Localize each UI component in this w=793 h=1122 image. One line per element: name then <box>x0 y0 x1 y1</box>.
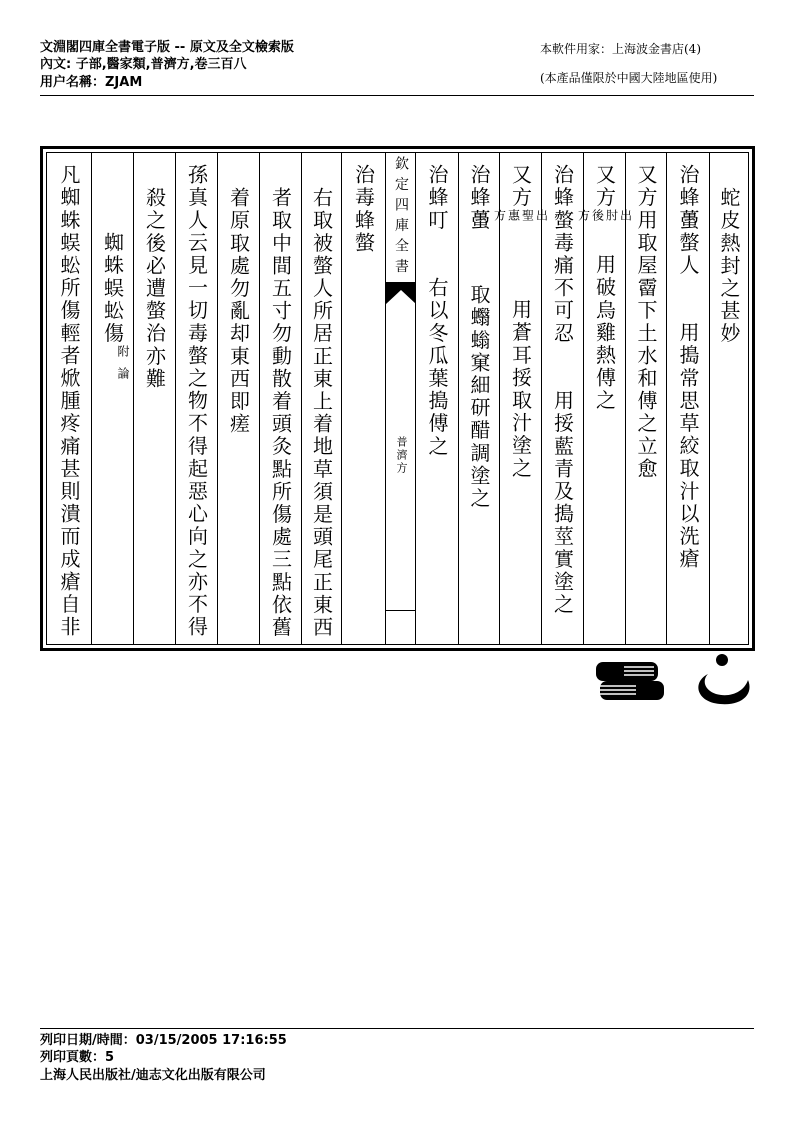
column-text: 用挼藍青及搗莖實塗之 <box>550 389 575 616</box>
section-heading: 治蜂蠆 <box>467 164 491 232</box>
column-text: 右以冬瓜葉搗傅之 <box>425 276 449 458</box>
section-heading: 又方 <box>508 164 533 210</box>
column-text: 用蒼耳挼取汁塗之 <box>508 299 533 481</box>
header-title: 文淵閣四庫全書電子版 -- 原文及全文檢索版 <box>40 40 294 55</box>
column-text: 凡蜘蛛蜈蚣所傷輕者焮腫疼痛甚則潰而成瘡自非 <box>57 164 81 639</box>
print-datetime: 列印日期/時間：03/15/2005 17:16:55 <box>40 1033 287 1048</box>
book-title: 普濟方 <box>395 436 408 475</box>
text-column <box>576 153 633 644</box>
section-heading: 又方 <box>592 164 617 210</box>
print-pages: 列印頁數：5 <box>40 1050 115 1065</box>
section-heading: 蜘蛛蜈蚣傷 <box>100 232 125 345</box>
content-path: 內文: 子部,醫家類,普濟方,卷三百八 <box>40 57 247 72</box>
text-column <box>133 153 175 644</box>
swirl-logo <box>690 652 758 710</box>
section-heading: 治蜂螫毒痛不可忍 <box>550 164 575 345</box>
annotation: 出肘後方 <box>576 209 633 232</box>
column-text: 又方用取屋霤下土水和傅之立愈 <box>634 164 658 481</box>
column-text: 用破烏雞熱傅之 <box>592 254 617 413</box>
user-name: 用户名稱：ZJAM <box>40 75 143 90</box>
column-text: 用搗常思草絞取汁以洗瘡 <box>676 322 700 571</box>
fishtail-mark-icon <box>386 282 416 304</box>
text-column <box>91 153 133 644</box>
annotation: 出聖惠方 <box>492 209 549 232</box>
text-column <box>341 153 385 644</box>
text-column <box>666 153 709 644</box>
series-title: 欽定四庫全書 <box>393 156 409 279</box>
footer-divider <box>40 1028 754 1029</box>
section-heading: 治蜂叮 <box>425 164 449 232</box>
section-heading: 治蜂蠆螫人 <box>676 164 700 277</box>
books-logo <box>596 662 664 702</box>
text-column <box>47 153 91 644</box>
restriction-note: (本產品僅限於中國大陸地區使用) <box>540 71 718 85</box>
column-text: 殺之後必遭螫治亦難 <box>142 186 167 390</box>
text-column <box>217 153 259 644</box>
text-column <box>175 153 217 644</box>
text-column <box>625 153 666 644</box>
text-column <box>415 153 458 644</box>
text-column <box>301 153 341 644</box>
column-text: 右取被螫人所居正東上着地草須是頭尾正東西 <box>309 186 334 639</box>
header-divider <box>40 95 754 96</box>
center-fold-column <box>385 153 416 644</box>
column-text: 蛇皮熱封之甚妙 <box>717 186 741 345</box>
licensee: 本軟件用家：上海波金書店(4) <box>540 42 701 56</box>
text-column <box>492 153 549 644</box>
text-column <box>709 153 748 644</box>
column-text: 孫真人云見一切毒螫之物不得起惡心向之亦不得 <box>184 164 209 639</box>
center-divider <box>386 610 416 611</box>
publisher: 上海人民出版社/迪志文化出版有限公司 <box>40 1068 266 1083</box>
column-text: 者取中間五寸勿動散着頭灸點所傷處三點依舊 <box>268 186 293 639</box>
column-text: 取蠮螉窠細研醋調塗之 <box>467 283 491 510</box>
text-column <box>259 153 301 644</box>
column-text: 着原取處勿亂却東西即瘥 <box>226 186 251 436</box>
page-frame <box>40 146 755 651</box>
annotation: 附論 <box>116 345 130 389</box>
section-heading: 治毒蜂螫 <box>351 164 376 255</box>
text-area <box>46 152 749 645</box>
